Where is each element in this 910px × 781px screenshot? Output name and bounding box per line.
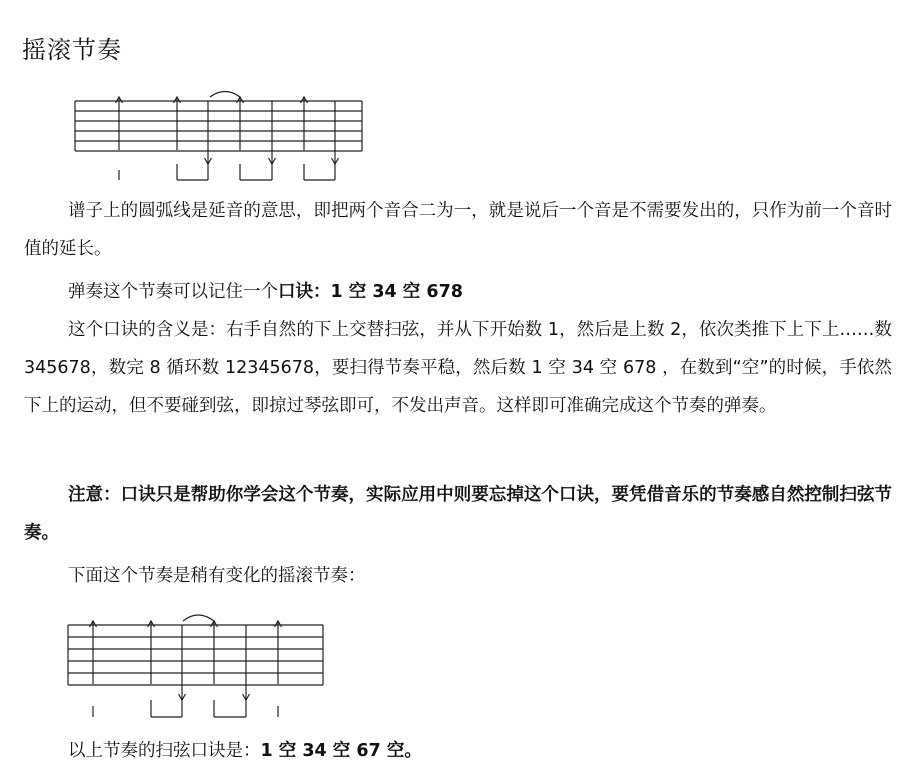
paragraph-variation-intro: 下面这个节奏是稍有变化的摇滚节奏： — [68, 566, 366, 586]
variation-mnemonic-intro: 以上节奏的扫弦口诀是： — [68, 741, 261, 761]
mnemonic-value: 1 空 34 空 678 — [330, 282, 463, 302]
strum-down-arrow-icon — [179, 694, 186, 700]
strum-stroke-4 — [237, 97, 244, 180]
strum-stroke-4 — [211, 621, 218, 717]
strum-up-arrow-icon — [211, 621, 218, 627]
strum-up-arrow-icon — [90, 621, 97, 627]
strum-stroke-3 — [179, 625, 186, 717]
rhythm-staff-1 — [0, 0, 910, 200]
strum-stroke-5 — [243, 625, 250, 717]
staff-lines — [68, 625, 323, 685]
paragraph-variation-mnemonic — [24, 732, 892, 770]
mnemonic-intro-text: 弹奏这个节奏可以记住一个 — [68, 282, 278, 302]
paragraph-note: 注意：口诀只是帮助你学会这个节奏，实际应用中则要忘掉这个口诀，要凭借音乐的节奏感自然控制扫弦节奏。 — [24, 485, 892, 543]
tie-arc-icon — [183, 615, 214, 621]
paragraph-mnemonic-meaning: 这个口诀的含义是：右手自然的下上交替扫弦，并从下开始数 1，然后是上数 2，依次类推下上下上……数 345678，数完 8 循环数 12345678，要扫得节奏平稳，然后数 1 空 34 空 678 ，在数到“空”的时候，手依然下上的运动，但不要碰到弦，即掠过琴弦即可，不发出声音。这样即可准确完成这个节奏的弹奏。 — [24, 320, 892, 416]
strum-up-arrow-icon — [275, 621, 282, 627]
strum-stroke-2 — [174, 97, 181, 180]
strum-stroke-2 — [148, 621, 155, 717]
variation-mnemonic-value: 1 空 34 空 67 空。 — [260, 741, 422, 761]
page-title: 摇滚节奏 — [22, 36, 122, 65]
strum-stroke-6 — [275, 621, 282, 717]
strum-stroke-1 — [116, 97, 123, 180]
staff-lines — [75, 101, 362, 151]
tie-arc-icon — [210, 92, 240, 98]
strum-down-arrow-icon — [243, 694, 250, 700]
strum-up-arrow-icon — [148, 621, 155, 627]
paragraph-mnemonic-intro — [24, 273, 892, 311]
strum-stroke-6 — [301, 97, 308, 180]
mnemonic-label: 口诀： — [278, 282, 331, 302]
paragraph-tie-explanation: 谱子上的圆弧线是延音的意思，即把两个音合二为一，就是说后一个音是不需要发出的，只作为前一个音时值的延长。 — [24, 201, 892, 259]
strum-stroke-1 — [90, 621, 97, 717]
